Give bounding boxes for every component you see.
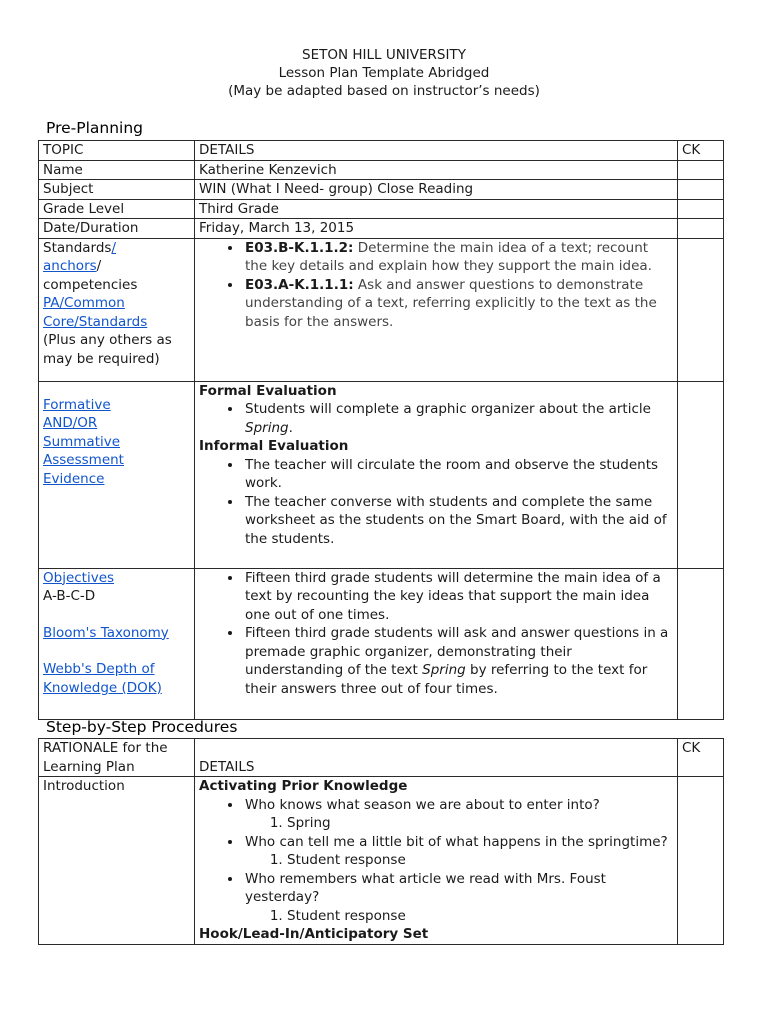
slash-text: / — [96, 258, 102, 274]
table-header-row — [39, 739, 724, 777]
webb-dok-link[interactable]: Webb's Depth of Knowledge (DOK) — [43, 661, 162, 696]
procedures-table — [38, 738, 724, 945]
standards-details — [195, 238, 678, 381]
row-value: WIN (What I Need- group) Close Reading — [195, 180, 678, 200]
template-note: (May be adapted based on instructor’s needs) — [228, 83, 540, 99]
objectives-details — [195, 568, 678, 719]
ck-cell — [678, 777, 724, 945]
list-item: • Who knows what season we are about to enter into? — [243, 796, 673, 815]
informal-evaluation-heading: Informal Evaluation — [199, 438, 349, 454]
list-item: • The teacher converse with students and complete the same worksheet as the students on the Smart Board, with the aid of the students. — [243, 493, 673, 549]
answer-item: 1. Spring — [287, 814, 673, 833]
ck-cell — [678, 381, 724, 568]
objective-text-end: by referring to the text for their answers three out of four times. — [245, 662, 648, 697]
objectives-link[interactable]: Objectives — [43, 569, 115, 586]
row-label: Subject — [39, 180, 195, 200]
list-item — [243, 276, 673, 332]
col-details: DETAILS — [195, 739, 678, 777]
competencies-text: competencies — [43, 276, 138, 293]
formal-item-end: . — [288, 419, 293, 436]
hook-heading: Hook/Lead-In/Anticipatory Set — [199, 926, 429, 942]
row-label: Date/Duration — [39, 219, 195, 239]
ck-cell — [678, 160, 724, 180]
question-list — [199, 870, 673, 907]
standards-row — [39, 238, 724, 381]
formal-evaluation-heading: Formal Evaluation — [199, 382, 337, 399]
question-list — [199, 833, 673, 852]
row-label: Grade Level — [39, 199, 195, 219]
standard-code: E03.B-K.1.1.2: — [245, 239, 354, 256]
ck-cell — [678, 180, 724, 200]
assessment-row — [39, 381, 724, 568]
col-ck: CK — [678, 141, 724, 161]
standards-list — [199, 239, 673, 332]
question-list — [199, 796, 673, 815]
col-rationale: RATIONALE for the Learning Plan — [39, 739, 195, 777]
col-ck: CK — [678, 739, 724, 777]
formative-link[interactable]: Formative — [43, 396, 111, 413]
activating-prior-knowledge-heading: Activating Prior Knowledge — [199, 778, 408, 794]
ck-cell — [678, 199, 724, 219]
standard-text: Ask and answer questions to demonstrate understanding of a text, referring explicitly to the text as the basis for the answers. — [245, 276, 657, 330]
answer-list — [199, 814, 673, 833]
standards-label — [39, 238, 195, 381]
list-item — [243, 400, 673, 437]
standard-text: Determine the main idea of a text; recount the key details and explain how they support the main idea. — [245, 239, 652, 274]
table-row — [39, 199, 724, 219]
list-item — [243, 624, 673, 698]
document-header — [0, 46, 768, 100]
plus-others-text: (Plus any others as may be required) — [43, 332, 172, 367]
summative-link[interactable]: Summative — [43, 433, 121, 450]
procedures-heading: Step-by-Step Procedures — [46, 718, 238, 736]
informal-evaluation-list — [199, 456, 673, 549]
objectives-list — [199, 569, 673, 699]
answer-item: 1. Student response — [287, 851, 673, 870]
slash-link[interactable]: / — [111, 239, 117, 256]
table-row — [39, 180, 724, 200]
formal-item-text: Students will complete a graphic organizer about the article — [245, 401, 651, 417]
pre-planning-table — [38, 140, 724, 720]
answer-item: 1. Student response — [287, 907, 673, 926]
row-value: Katherine Kenzevich — [195, 160, 678, 180]
objectives-row — [39, 568, 724, 719]
table-header-row — [39, 141, 724, 161]
abcd-text: A-B-C-D — [43, 588, 96, 604]
template-title: Lesson Plan Template Abridged — [278, 65, 490, 81]
list-item: • Who can tell me a little bit of what happens in the springtime? — [243, 833, 673, 852]
col-details: DETAILS — [195, 141, 678, 161]
assessment-link[interactable]: Assessment — [43, 452, 124, 468]
answer-list — [199, 851, 673, 870]
row-label: Name — [39, 160, 195, 180]
row-value: Friday, March 13, 2015 — [195, 219, 678, 239]
col-topic: TOPIC — [39, 141, 195, 161]
table-row — [39, 219, 724, 239]
standards-text: Standards — [43, 239, 112, 256]
list-item: • Who remembers what article we read with Mrs. Foust yesterday? — [243, 870, 673, 907]
anchors-link[interactable]: anchors — [43, 258, 97, 274]
bloom-taxonomy-link[interactable]: Bloom's Taxonomy — [43, 624, 169, 641]
objective-text: Fifteen third grade students will ask and answer questions in a premade graphic organizer, demonstrating their understanding of the text — [245, 625, 669, 678]
ck-cell — [678, 238, 724, 381]
ck-cell — [678, 219, 724, 239]
evidence-link[interactable]: Evidence — [43, 470, 105, 487]
introduction-label: Introduction — [39, 777, 195, 945]
article-title: Spring — [422, 662, 466, 678]
article-title: Spring — [245, 419, 289, 436]
pa-common-link[interactable]: PA/Common — [43, 295, 125, 311]
formal-evaluation-list — [199, 400, 673, 437]
list-item — [243, 239, 673, 276]
assessment-details — [195, 381, 678, 568]
assessment-label — [39, 381, 195, 568]
and-or-link[interactable]: AND/OR — [43, 415, 98, 431]
objectives-label — [39, 568, 195, 719]
pre-planning-heading: Pre-Planning — [46, 119, 144, 137]
introduction-row — [39, 777, 724, 945]
introduction-details — [195, 777, 678, 945]
answer-list — [199, 907, 673, 926]
standard-code: E03.A-K.1.1.1: — [245, 276, 354, 293]
core-standards-link[interactable]: Core/Standards — [43, 313, 148, 330]
university-name: SETON HILL UNIVERSITY — [302, 47, 466, 63]
list-item: • Fifteen third grade students will determine the main idea of a text by recounting the key ideas that support the main idea one out of one times. — [243, 569, 673, 625]
list-item: • The teacher will circulate the room and observe the students work. — [243, 456, 673, 493]
table-row — [39, 160, 724, 180]
ck-cell — [678, 568, 724, 719]
row-value: Third Grade — [195, 199, 678, 219]
